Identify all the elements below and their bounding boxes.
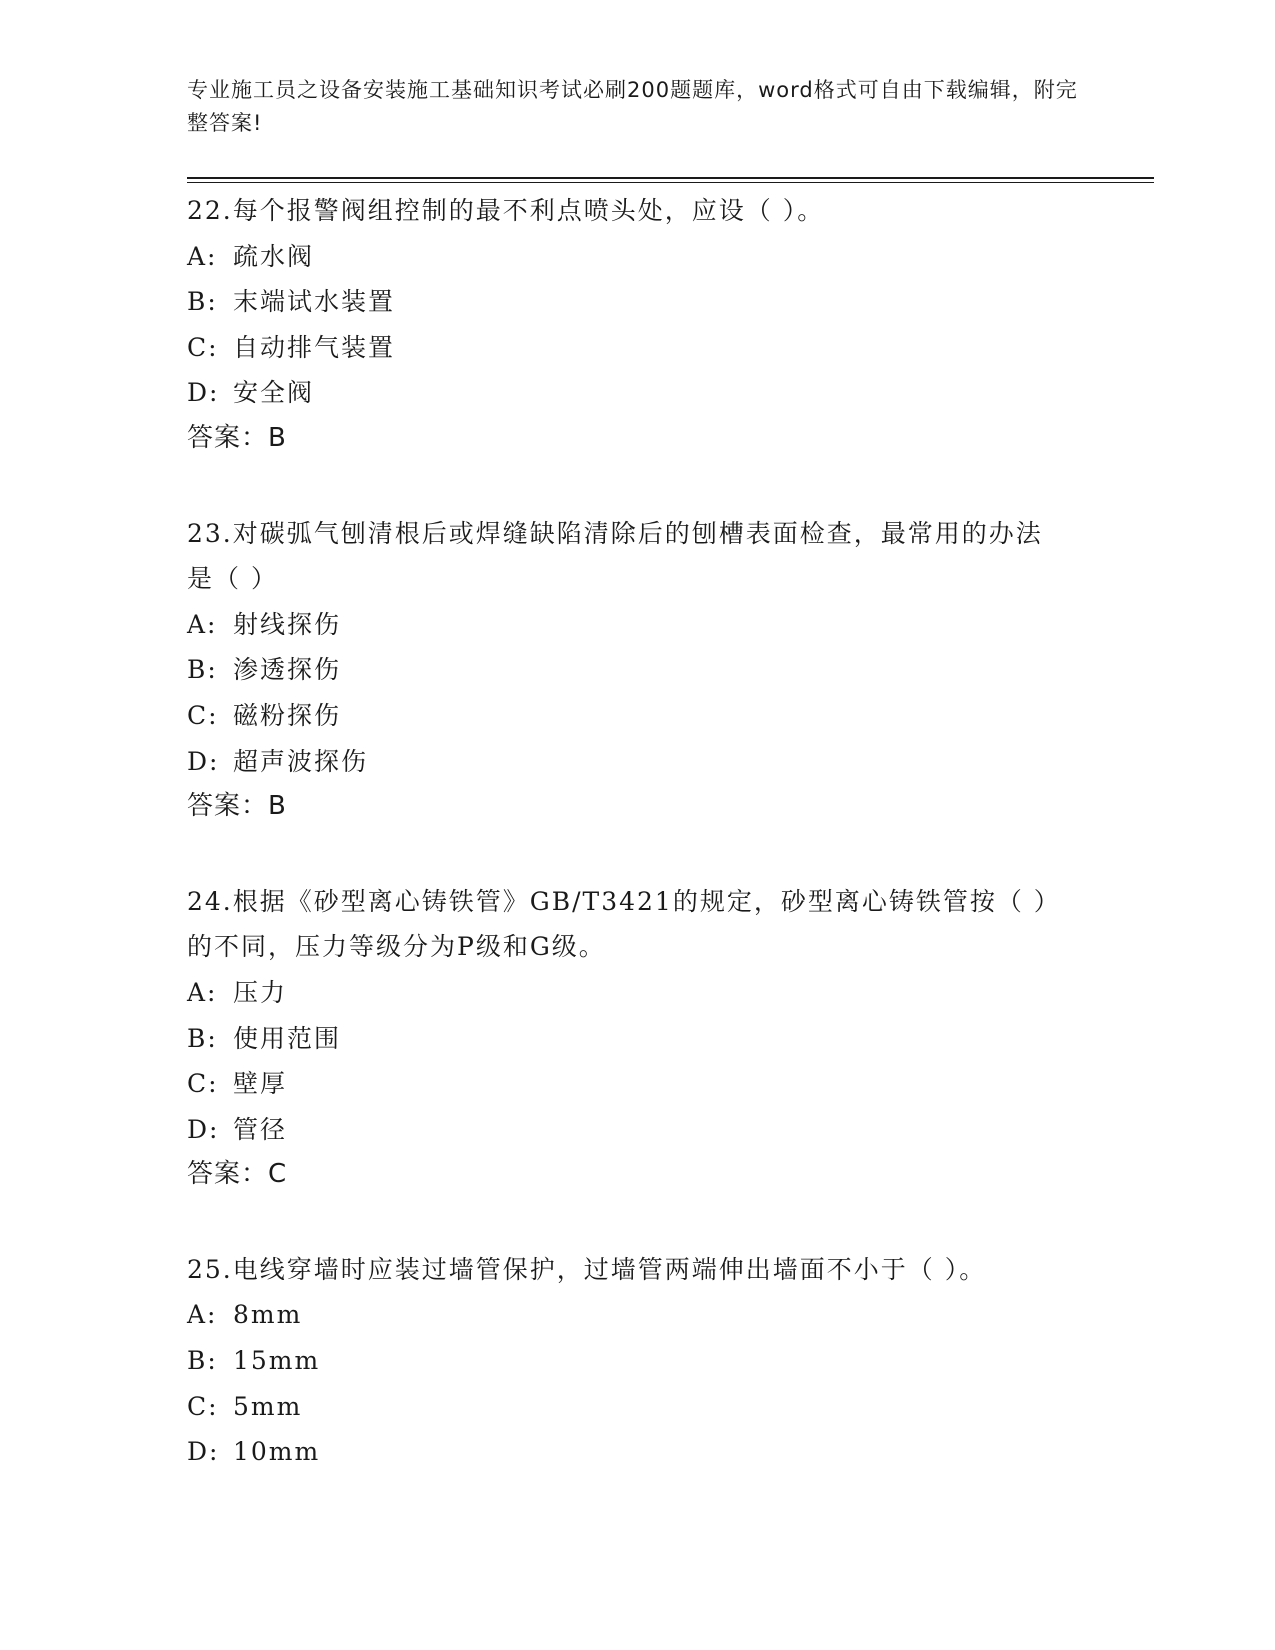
header-divider-thin xyxy=(187,182,1154,183)
option-text: 15mm xyxy=(233,1346,321,1376)
option-key: A: xyxy=(187,609,218,639)
option-b xyxy=(187,1016,1087,1062)
option-text: 射线探伤 xyxy=(233,609,342,639)
option-text: 管径 xyxy=(233,1114,288,1144)
option-key: C: xyxy=(187,1069,219,1099)
option-text: 超声波探伤 xyxy=(233,746,369,776)
option-key: D: xyxy=(187,1437,220,1467)
question-list xyxy=(187,188,1087,1524)
option-key: B: xyxy=(187,1023,218,1053)
option-key: D: xyxy=(187,1114,220,1144)
option-b xyxy=(187,1338,1087,1384)
option-key: A: xyxy=(187,1300,218,1330)
option-text: 使用范围 xyxy=(233,1023,342,1053)
question-stem: 22.每个报警阀组控制的最不利点喷头处，应设（ ）。 xyxy=(187,196,825,225)
option-key: B: xyxy=(187,287,218,317)
option-text: 8mm xyxy=(233,1300,303,1330)
option-key: B: xyxy=(187,1346,218,1376)
option-key: A: xyxy=(187,241,218,271)
option-a xyxy=(187,970,1087,1016)
option-d xyxy=(187,739,1087,785)
option-key: D: xyxy=(187,378,220,408)
option-a xyxy=(187,602,1087,648)
option-text: 疏水阀 xyxy=(233,241,315,271)
header-divider-thick xyxy=(187,177,1154,179)
option-b xyxy=(187,279,1087,325)
option-d xyxy=(187,1429,1087,1475)
option-key: C: xyxy=(187,1391,219,1421)
document-header: 专业施工员之设备安装施工基础知识考试必刷200题题库，word格式可自由下载编辑，附完整答案! xyxy=(187,78,1078,135)
option-text: 渗透探伤 xyxy=(233,655,342,685)
answer-text: 答案：B xyxy=(187,422,287,453)
option-d xyxy=(187,1107,1087,1153)
option-text: 压力 xyxy=(233,977,288,1007)
answer-text: 答案：B xyxy=(187,791,287,822)
option-key: C: xyxy=(187,700,219,730)
option-text: 末端试水装置 xyxy=(233,287,396,317)
answer-text: 答案：C xyxy=(187,1159,288,1190)
option-text: 自动排气装置 xyxy=(233,332,396,362)
option-key: A: xyxy=(187,977,218,1007)
question-23 xyxy=(187,511,1087,830)
question-stem: 24.根据《砂型离心铸铁管》GB/T3421的规定，砂型离心铸铁管按（ ）的不同，压力等级分为P级和G级。 xyxy=(187,886,1061,962)
option-key: D: xyxy=(187,746,220,776)
option-text: 壁厚 xyxy=(233,1069,288,1099)
question-25 xyxy=(187,1247,1087,1475)
option-b xyxy=(187,647,1087,693)
option-text: 安全阀 xyxy=(233,378,315,408)
option-key: C: xyxy=(187,332,219,362)
option-c xyxy=(187,325,1087,371)
option-key: B: xyxy=(187,655,218,685)
option-c xyxy=(187,1061,1087,1107)
option-text: 10mm xyxy=(233,1437,321,1467)
question-stem: 25.电线穿墙时应装过墙管保护，过墙管两端伸出墙面不小于（ ）。 xyxy=(187,1254,987,1284)
option-c xyxy=(187,693,1087,739)
option-a xyxy=(187,234,1087,280)
question-stem: 23.对碳弧气刨清根后或焊缝缺陷清除后的刨槽表面检查，最常用的办法是（ ） xyxy=(187,518,1043,594)
question-24 xyxy=(187,879,1087,1198)
question-22 xyxy=(187,188,1087,462)
option-text: 5mm xyxy=(233,1391,303,1421)
option-text: 磁粉探伤 xyxy=(233,700,342,730)
option-a xyxy=(187,1292,1087,1338)
option-c xyxy=(187,1384,1087,1430)
option-d xyxy=(187,370,1087,416)
